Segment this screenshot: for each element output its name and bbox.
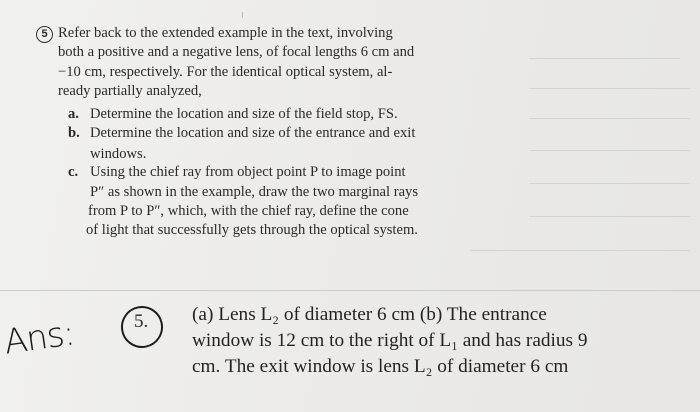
part-text: P″ as shown in the example, draw the two marginal rays [90,184,419,200]
part-text: windows. [90,146,147,162]
answer-number: 5. [133,311,149,333]
answer-number-circle [117,302,167,352]
part-text: of light that successfully gets through the optical system. [86,222,418,238]
answer-line: window is 12 cm to the right of L₁ and has radius 9 [192,330,588,351]
problem-part-b [68,124,415,143]
ruled-line [530,216,690,217]
ruled-line [530,88,690,89]
ruled-line [470,250,690,251]
section-divider [0,290,700,291]
ruled-line [530,118,690,119]
problem-part-a [68,105,398,124]
answer-label: Ans: [1,313,77,363]
part-text: Using the chief ray from object point P to image point [90,164,406,180]
problem-line: Refer back to the extended example in the text, involving [58,25,393,41]
problem-statement [41,24,528,102]
answer-line: cm. The exit window is lens L₂ of diameter 6 cm [192,356,569,377]
part-text: Determine the location and size of the field stop, FS. [90,106,398,122]
page-mark [242,12,243,18]
answer-line: (a) Lens L₂ of diameter 6 cm (b) The entrance [192,304,547,325]
problem-line: ready partially analyzed, [58,83,202,100]
problem-line: both a positive and a negative lens, of focal lengths 6 cm and [58,44,415,61]
problem-line: −10 cm, respectively. For the identical optical system, al- [58,63,393,80]
problem-part-c [68,163,406,182]
part-text: Determine the location and size of the entrance and exit [90,125,416,141]
part-label: b. [68,125,80,141]
answer-text [192,302,672,380]
part-text: from P to P″, which, with the chief ray, define the cone [88,203,409,219]
problem-number: 5 [36,26,53,43]
ruled-line [530,58,680,59]
part-label: a. [68,106,79,122]
ruled-line [530,150,690,151]
part-label: c. [68,164,79,180]
ruled-line [530,183,690,184]
